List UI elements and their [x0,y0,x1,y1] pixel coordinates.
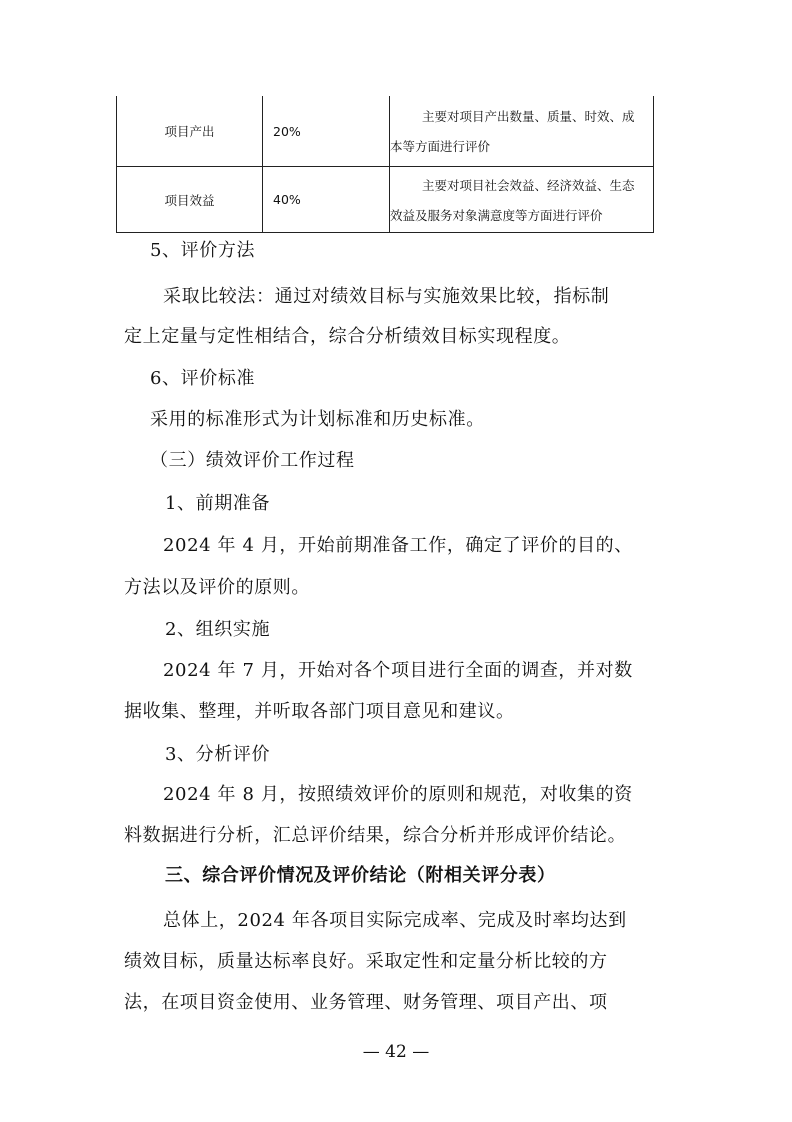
paragraph-line: 2024 年 4 月，开始前期准备工作，确定了评价的目的、 [163,535,633,556]
heading-eval-method: 5、评价方法 [150,240,256,261]
paragraph-line: 料数据进行分析，汇总评价结果，综合分析并形成评价结论。 [124,825,627,846]
table-cell-desc [390,96,654,167]
subheading-implementation: 2、组织实施 [165,619,271,640]
table-cell-weight: 20% [263,96,390,167]
paragraph-line: 2024 年 7 月，开始对各个项目进行全面的调查，并对数 [163,660,633,681]
paragraph-line: 定上定量与定性相结合，综合分析绩效目标实现程度。 [124,326,571,347]
paragraph-line: 总体上，2024 年各项目实际完成率、完成及时率均达到 [163,910,627,931]
table-row [117,96,654,167]
paragraph-line: 采取比较法：通过对绩效目标与实施效果比较，指标制 [163,286,610,307]
page-number: — 42 — [362,1042,430,1062]
paragraph-line: 绩效目标，质量达标率良好。采取定性和定量分析比较的方 [124,951,608,972]
heading-eval-standard: 6、评价标准 [150,368,256,389]
table-cell-weight: 40% [263,167,390,233]
section-heading-conclusion: 三、综合评价情况及评价结论（附相关评分表） [165,865,556,886]
paragraph-line: 采用的标准形式为计划标准和历史标准。 [150,409,485,430]
desc-line: 本等方面进行评价 [390,139,491,154]
table-cell-desc [390,167,654,233]
heading-process: （三）绩效评价工作过程 [150,450,355,471]
paragraph-line: 方法以及评价的原则。 [124,577,310,598]
paragraph-line: 据收集、整理，并听取各部门项目意见和建议。 [124,701,515,722]
table-row [117,167,654,233]
indicator-table [116,96,654,233]
table-cell-name: 项目产出 [117,96,263,167]
paragraph-line: 2024 年 8 月，按照绩效评价的原则和规范，对收集的资 [163,784,633,805]
subheading-preparation: 1、前期准备 [165,493,271,514]
paragraph-line: 法，在项目资金使用、业务管理、财务管理、项目产出、项 [124,992,608,1013]
subheading-analysis: 3、分析评价 [165,744,271,765]
table-cell-name: 项目效益 [117,167,263,233]
desc-line: 主要对项目社会效益、经济效益、生态 [422,177,635,193]
desc-line: 主要对项目产出数量、质量、时效、成 [422,109,635,124]
desc-line: 效益及服务对象满意度等方面进行评价 [390,207,603,223]
